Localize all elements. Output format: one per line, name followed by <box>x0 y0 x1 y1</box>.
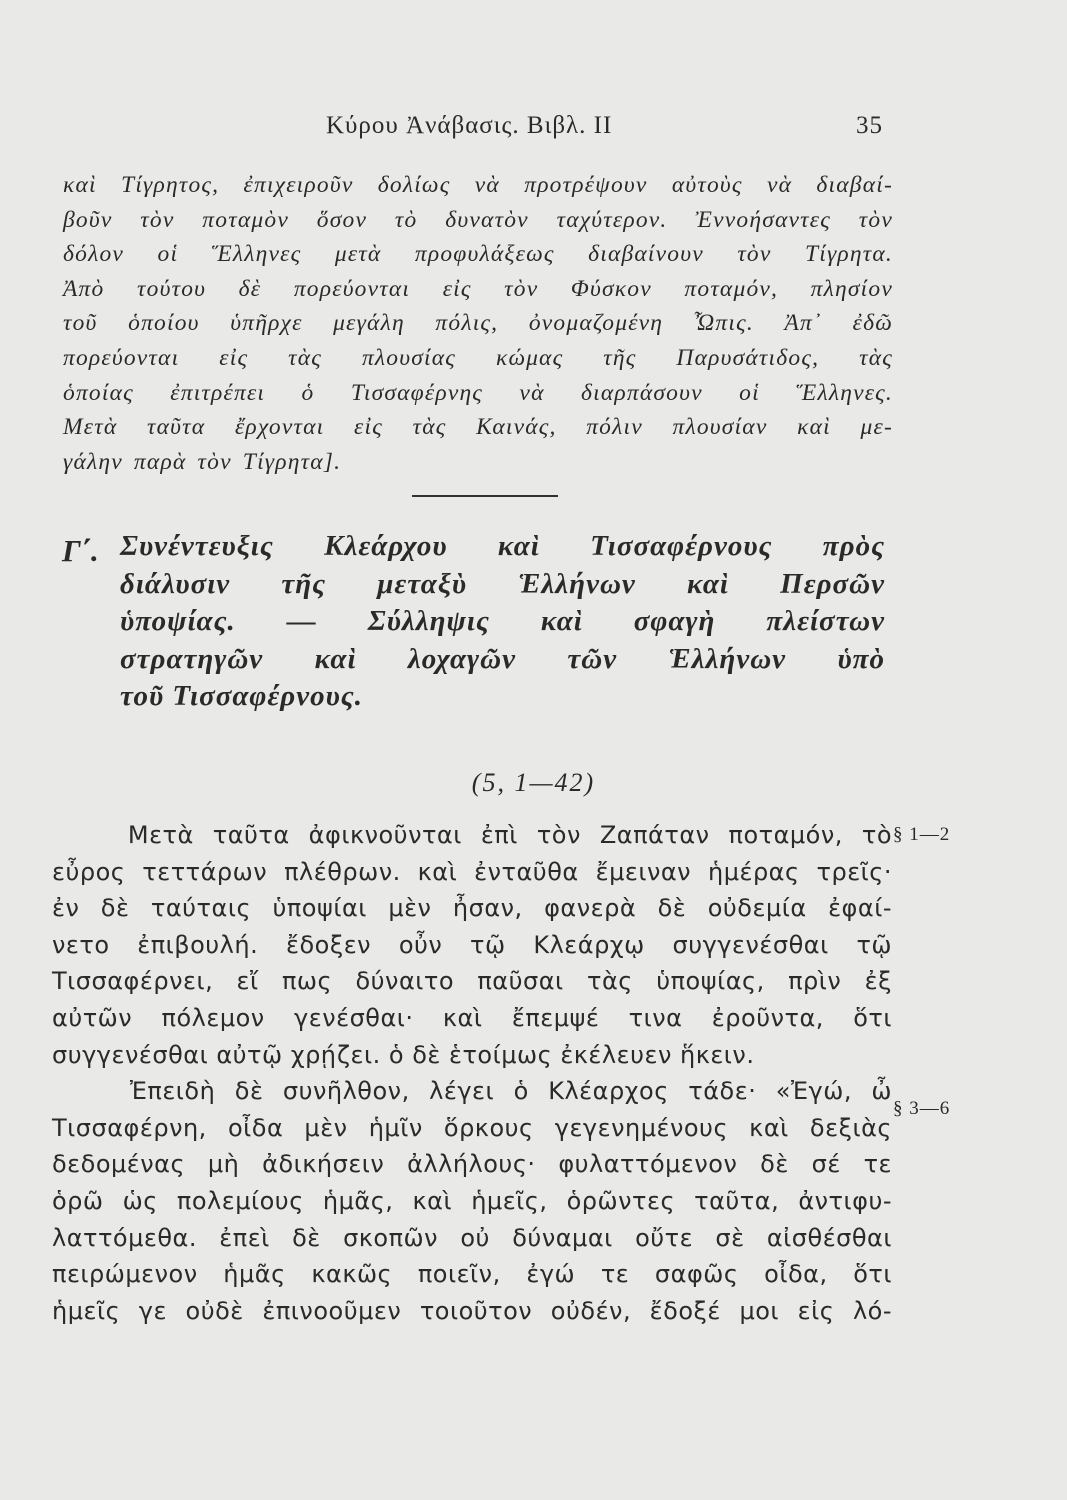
body-line: αὐτῶν πόλεμον γενέσθαι· καὶ ἔπεμψέ τινα ἐροῦντα, ὅτι <box>52 1003 892 1032</box>
section-title-line: τοῦ Τισσαφέρνους. <box>120 680 363 712</box>
body-text <box>52 817 892 1329</box>
summary-line: πορεύονται εἰς τὰς πλουσίας κώμας τῆς Παρυσάτιδος, τὰς <box>63 344 893 371</box>
body-line: ἡμεῖς γε οὐδὲ ἐπινοοῦμεν τοιοῦτον οὐδέν, ἔδοξέ μοι εἰς λό- <box>52 1296 892 1325</box>
chapter-summary <box>63 168 893 479</box>
section-title-line: Συνέντευξις Κλεάρχου καὶ Τισσαφέρνους πρὸς <box>120 530 885 562</box>
body-line: Μετὰ ταῦτα ἀφικνοῦνται ἐπὶ τὸν Ζαπάταν ποταμόν, τὸ <box>52 821 892 849</box>
body-line: Τισσαφέρνει, εἴ πως δύναιτο παῦσαι τὰς ὑποψίας, πρὶν ἐξ <box>52 967 892 996</box>
section-number: Γ΄. <box>62 533 99 568</box>
summary-line: βοῦν τὸν ποταμὸν ὅσον τὸ δυνατὸν ταχύτερον. Ἐννοήσαντες τὸν <box>63 206 893 233</box>
summary-line: καὶ Τίγρητος, ἐπιχειροῦν δολίως νὰ προτρέψουν αὐτοὺς νὰ διαβαί- <box>63 172 893 198</box>
section-title-line: στρατηγῶν καὶ λοχαγῶν τῶν Ἑλλήνων ὑπὸ <box>120 642 885 675</box>
body-line: συγγενέσθαι αὐτῷ χρῄζει. ὁ δὲ ἑτοίμως ἐκέλευεν ἥκειν. <box>52 1040 755 1069</box>
section-title <box>120 528 885 716</box>
summary-line: γάλην παρὰ τὸν Τίγρητα]. <box>63 448 342 475</box>
margin-reference: § 1—2 <box>893 824 951 845</box>
section-title-line: ὑποψίας. — Σύλληψις καὶ σφαγὴ πλείστων <box>120 605 885 637</box>
body-line: πειρώμενον ἡμᾶς κακῶς ποιεῖν, ἐγώ τε σαφῶς οἶδα, ὅτι <box>52 1260 892 1289</box>
running-head-title: Κύρου Ἀνάβασις. Βιβλ. II <box>326 112 613 139</box>
body-line: ὁρῶ ὡς πολεμίους ἡμᾶς, καὶ ἡμεῖς, ὁρῶντες ταῦτα, ἀντιφυ- <box>52 1186 892 1215</box>
body-line: λαττόμεθα. ἐπεὶ δὲ σκοπῶν οὐ δύναμαι οὔτε σὲ αἰσθέσθαι <box>52 1223 892 1252</box>
margin-reference: § 3—6 <box>893 1098 951 1119</box>
body-line: νετο ἐπιβουλή. ἔδοξεν οὖν τῷ Κλεάρχῳ συγγενέσθαι τῷ <box>52 930 892 959</box>
summary-line: τοῦ ὁποίου ὑπῆρχε μεγάλη πόλις, ὀνομαζομένη Ὦπις. Ἀπ᾿ ἐδῶ <box>63 310 893 337</box>
summary-line: Μετὰ ταῦτα ἔρχονται εἰς τὰς Καινάς, πόλιν πλουσίαν καὶ με- <box>63 414 893 441</box>
body-line: ἐν δὲ ταύταις ὑποψίαι μὲν ἦσαν, φανερὰ δὲ οὐδεμία ἐφαί- <box>52 894 892 923</box>
summary-line: Ἀπὸ τούτου δὲ πορεύονται εἰς τὸν Φύσκον ποταμόν, πλησίον <box>63 275 893 302</box>
section-divider <box>412 495 558 497</box>
summary-line: ὁποίας ἐπιτρέπει ὁ Τισσαφέρνης νὰ διαρπάσουν οἱ Ἕλληνες. <box>63 379 893 406</box>
body-line: εὖρος τεττάρων πλέθρων. καὶ ἐνταῦθα ἔμειναν ἡμέρας τρεῖς· <box>52 857 892 886</box>
body-line: Τισσαφέρνη, οἶδα μὲν ἡμῖν ὅρκους γεγενημένους καὶ δεξιὰς <box>52 1113 892 1142</box>
body-line: Ἐπειδὴ δὲ συνῆλθον, λέγει ὁ Κλέαρχος τάδε· «Ἐγώ, ὦ <box>52 1077 892 1106</box>
section-range: (5, 1—42) <box>471 768 596 797</box>
body-line: δεδομένας μὴ ἀδικήσειν ἀλλήλους· φυλαττόμενον δὲ σέ τε <box>52 1150 892 1179</box>
summary-line: δόλον οἱ Ἕλληνες μετὰ προφυλάξεως διαβαίνουν τὸν Τίγρητα. <box>63 241 893 268</box>
page-number: 35 <box>856 112 883 139</box>
section-title-line: διάλυσιν τῆς μεταξὺ Ἑλλήνων καὶ Περσῶν <box>120 567 885 600</box>
